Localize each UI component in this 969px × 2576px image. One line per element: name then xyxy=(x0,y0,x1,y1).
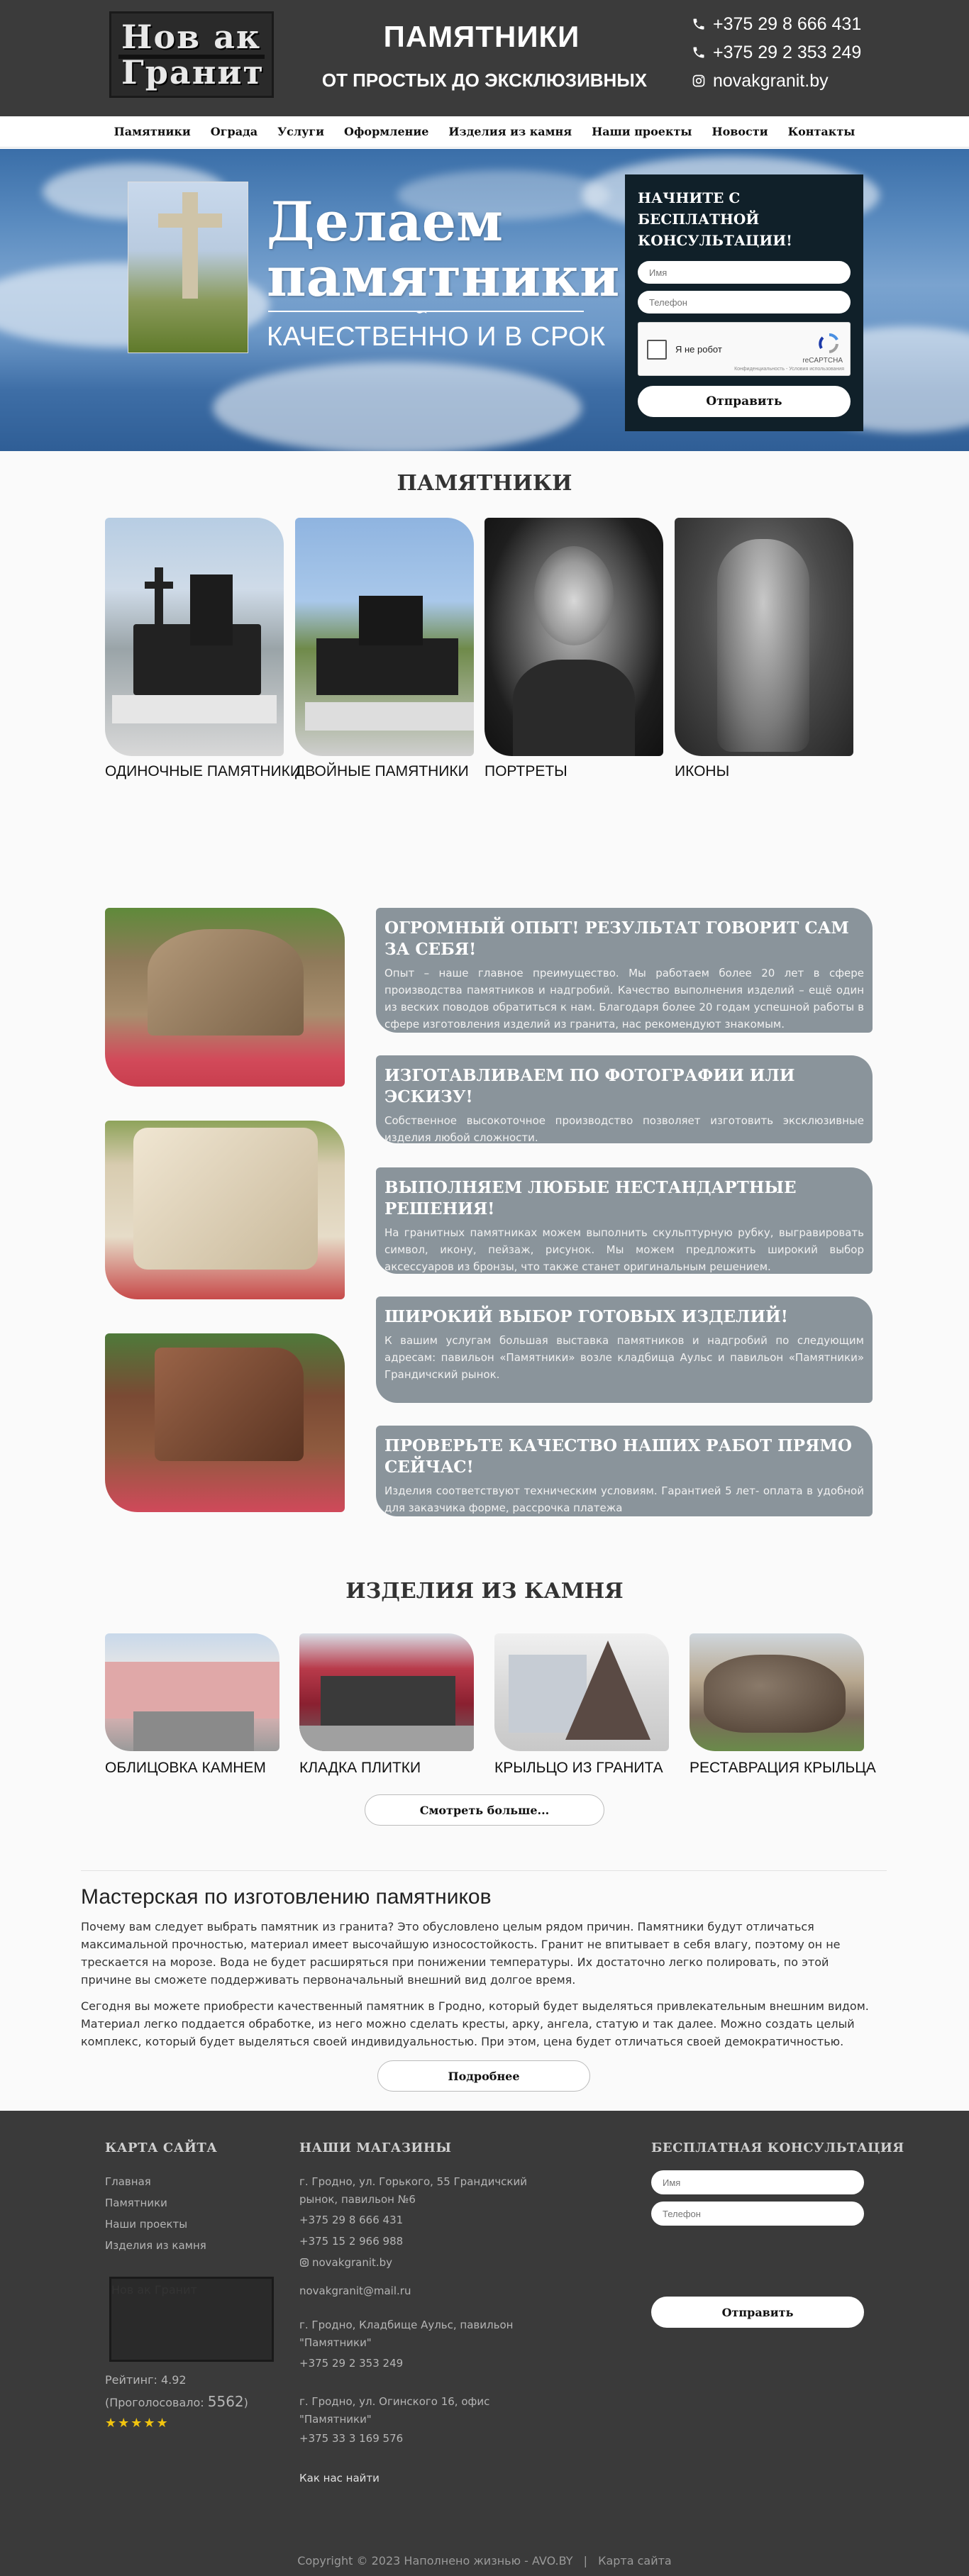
stone-label: ОБЛИЦОВКА КАМНЕМ xyxy=(105,1760,266,1776)
recaptcha-icon xyxy=(817,333,841,354)
hero-subtitle: КАЧЕСТВЕННО И В СРОК xyxy=(267,322,606,352)
footer-name-input[interactable] xyxy=(651,2170,864,2194)
feature-box-4 xyxy=(376,1297,873,1403)
logo-text-bottom: Гранит xyxy=(154,2283,197,2297)
hero-title xyxy=(267,190,620,309)
feature-text: Опыт – наше главное преимущество. Мы работаем более 20 лет в сфере производства памятников и надгробий. Качество выполнения изделий – ещё один из веских поводов обратиться к нам. Благодаря более 20 годам успешной работы в сфере изготовления изделий из гранита, нас рекомендуют знакомым. xyxy=(384,967,864,1031)
shop2-phone[interactable]: +375 29 2 353 249 xyxy=(299,2357,404,2370)
stone-item-restoration[interactable] xyxy=(690,1633,876,1777)
find-us-link[interactable]: Как нас найти xyxy=(299,2472,380,2485)
feature-image-1 xyxy=(105,908,345,1087)
category-double[interactable] xyxy=(295,518,474,780)
footer-instagram-link[interactable] xyxy=(299,2255,392,2270)
copyright xyxy=(0,2554,969,2567)
sitemap-link-home[interactable]: Главная xyxy=(105,2175,151,2188)
icon-image xyxy=(675,518,853,756)
phone-1-text: +375 29 8 666 431 xyxy=(713,14,862,34)
form-title: НАЧНИТЕ С БЕСПЛАТНОЙ КОНСУЛЬТАЦИИ! xyxy=(638,189,792,249)
nav-kontakty[interactable]: Контакты xyxy=(787,125,856,138)
feature-image-2 xyxy=(105,1121,345,1299)
feature-text: На гранитных памятниках можем выполнить скульптурную рубку, выгравировать символ, икону, пейзаж, рисунок. Мы можем предложить широкий выбор аксессуаров из бронзы, что также станет оригинальным решением. xyxy=(384,1226,864,1273)
category-icons[interactable] xyxy=(675,518,853,780)
nav-oformlenie[interactable]: Оформление xyxy=(344,125,429,138)
hero-banner xyxy=(0,149,969,451)
footer-email[interactable]: novakgranit@mail.ru xyxy=(299,2284,411,2297)
site-footer xyxy=(0,2111,969,2576)
instagram-icon xyxy=(299,2258,309,2267)
stone-label: РЕСТАВРАЦИЯ КРЫЛЬЦА xyxy=(690,1760,876,1776)
footer-instagram-text: novakgranit.by xyxy=(312,2256,393,2269)
footer-phone-input[interactable] xyxy=(651,2202,864,2226)
instagram-icon xyxy=(692,74,706,88)
nav-pamyatniki[interactable]: Памятники xyxy=(113,125,191,138)
hero-title-line2: памятники xyxy=(267,245,620,309)
shop1-address: г. Гродно, ул. Горького, 55 Грандичский рынок, павильон №6 xyxy=(299,2175,527,2206)
category-label: ОДИНОЧНЫЕ ПАМЯТНИКИ xyxy=(105,763,301,779)
captcha-brand: reCAPTCHA xyxy=(802,357,843,365)
rating-stars[interactable]: ★★★★★ xyxy=(105,2416,170,2431)
votes-text xyxy=(105,2394,248,2410)
seo-paragraph-1: Почему вам следует выбрать памятник из гранита? Это обусловлено целым рядом причин. Памятники будут отличаться максимальной прочностью, материал имеет высочайшую износостойкость. Гранит не впитывает в себя влагу, поэтому он не трескается на морозе. Вода не будет расширяться при понижении температуры. Их достаточно легко полировать, по этой причине вы сможете поддерживать первоначальный внешний вид долгое время. xyxy=(81,1920,841,1987)
phone-2-text: +375 29 2 353 249 xyxy=(713,43,862,62)
logo-text-top: Нов ак xyxy=(121,18,262,56)
feature-text: К вашим услугам большая выставка памятников и надгробий по следующим адресам: павильон «Памятники» возле кладбища Аульс и павильон «Памятники» Грандичский рынок. xyxy=(384,1334,864,1381)
rating-text: Рейтинг: 4.92 xyxy=(105,2373,187,2387)
sitemap-heading: КАРТА САЙТА xyxy=(105,2141,218,2155)
hero-title-line1: Делаем xyxy=(267,190,504,253)
votes-count: 5562 xyxy=(207,2393,244,2410)
main-nav xyxy=(0,116,969,148)
stone-heading: ИЗДЕЛИЯ ИЗ КАМНЯ xyxy=(345,1579,624,1604)
single-monument-image xyxy=(105,518,284,756)
category-single[interactable] xyxy=(105,518,301,780)
shops-heading: НАШИ МАГАЗИНЫ xyxy=(299,2141,452,2155)
stone-label: КЛАДКА ПЛИТКИ xyxy=(299,1760,421,1776)
copyright-text: Copyright © 2023 Наполнено жизнью - AVO.BY xyxy=(297,2554,573,2567)
instagram-link[interactable] xyxy=(692,67,861,95)
porch-image xyxy=(494,1633,669,1751)
category-label: ИКОНЫ xyxy=(675,763,730,779)
nav-ograda[interactable]: Ограда xyxy=(210,125,258,138)
header-title: ПАМЯТНИКИ xyxy=(383,20,580,53)
logo-text-bottom: Гранит xyxy=(121,53,265,91)
site-header xyxy=(0,0,969,116)
sitemap-link-monuments[interactable]: Памятники xyxy=(105,2197,167,2209)
header-subtitle: ОТ ПРОСТЫХ ДО ЭКСКЛЮЗИВНЫХ xyxy=(321,70,648,91)
category-label: ДВОЙНЫЕ ПАМЯТНИКИ xyxy=(295,763,469,779)
feature-text: Изделия соответствуют техническим условиям. Гарантией 5 лет- оплата в удобной для заказчика форме, рассрочка платежа xyxy=(384,1484,864,1514)
phone-1[interactable] xyxy=(692,10,861,38)
hero-cross-image xyxy=(128,182,248,353)
stone-item-porch[interactable] xyxy=(494,1633,669,1777)
stone-item-cladding[interactable] xyxy=(105,1633,279,1777)
copyright-sitemap-link[interactable]: Карта сайта xyxy=(598,2554,672,2567)
shop3-phone[interactable]: +375 33 3 169 576 xyxy=(299,2432,404,2445)
submit-button[interactable]: Отправить xyxy=(638,386,851,417)
votes-label: (Проголосовало: xyxy=(105,2396,208,2409)
portrait-image xyxy=(484,518,663,756)
captcha-links[interactable]: Конфиденциальность - Условия использования xyxy=(734,367,844,372)
cladding-image xyxy=(105,1633,279,1751)
logo-text-top: Нов ак xyxy=(111,2283,151,2297)
nav-izdeliya[interactable]: Изделия из камня xyxy=(448,125,572,138)
sitemap-link-stone[interactable]: Изделия из камня xyxy=(105,2239,206,2252)
shop1-phone2[interactable]: +375 15 2 966 988 xyxy=(299,2235,404,2248)
feature-title: ИЗГОТАВЛИВАЕМ ПО ФОТОГРАФИИ ИЛИ ЭСКИЗУ! xyxy=(384,1066,795,1106)
feature-box-3 xyxy=(376,1167,873,1274)
captcha-label: Я не робот xyxy=(675,344,722,355)
feature-title: ОГРОМНЫЙ ОПЫТ! РЕЗУЛЬТАТ ГОВОРИТ САМ ЗА СЕБЯ! xyxy=(384,918,849,959)
shop3-address: г. Гродно, ул. Огинского 16, офис "Памятники" xyxy=(299,2395,490,2426)
footer-logo[interactable] xyxy=(109,2277,274,2362)
footer-submit-button[interactable]: Отправить xyxy=(651,2297,864,2328)
feature-image-3 xyxy=(105,1333,345,1512)
feature-box-1 xyxy=(376,908,873,1033)
header-contacts xyxy=(692,10,861,95)
shop1-phone1[interactable]: +375 29 8 666 431 xyxy=(299,2214,404,2226)
restoration-image xyxy=(690,1633,864,1751)
stone-label: КРЫЛЬЦО ИЗ ГРАНИТА xyxy=(494,1760,663,1776)
nav-uslugi[interactable]: Услуги xyxy=(277,125,325,138)
monuments-heading: ПАМЯТНИКИ xyxy=(397,471,572,496)
ornament-icon: ∽ xyxy=(415,304,428,321)
captcha-checkbox[interactable] xyxy=(647,340,667,360)
tiles-image xyxy=(299,1633,474,1751)
feature-title: ШИРОКИЙ ВЫБОР ГОТОВЫХ ИЗДЕЛИЙ! xyxy=(384,1307,788,1326)
shop2-address: г. Гродно, Кладбище Аульс, павильон "Памятники" xyxy=(299,2319,514,2349)
nav-novosti[interactable]: Новости xyxy=(711,125,768,138)
category-portraits[interactable] xyxy=(484,518,663,780)
copyright-separator: | xyxy=(583,2554,587,2567)
stone-item-tiles[interactable] xyxy=(299,1633,474,1777)
read-more-button[interactable]: Подробнее xyxy=(377,2060,590,2092)
phone-icon xyxy=(692,45,706,60)
nav-proekty[interactable]: Наши проекты xyxy=(592,125,692,138)
recaptcha[interactable] xyxy=(638,322,851,376)
double-monument-image xyxy=(295,518,474,756)
feature-text: Собственное высокоточное производство позволяет изготовить эксклюзивные изделия любой сложности. xyxy=(384,1114,864,1144)
seo-paragraph-2: Сегодня вы можете приобрести качественный памятник в Гродно, который будет выделяться привлекательным внешним видом. Материал легко поддается обработке, из него можно сделать кресты, арку, ангела, статую и так далее. Можно создать целый комплекс, который будет выделяться своей индивидуальностью. При этом, цена будет отличаться своей демократичностью. xyxy=(81,1999,869,2048)
phone-input[interactable] xyxy=(638,291,851,313)
feature-box-5 xyxy=(376,1426,873,1516)
feature-title: ВЫПОЛНЯЕМ ЛЮБЫЕ НЕСТАНДАРТНЫЕ РЕШЕНИЯ! xyxy=(384,1178,797,1218)
phone-2[interactable] xyxy=(692,38,861,67)
feature-box-2 xyxy=(376,1055,873,1143)
show-more-button[interactable]: Смотреть больше... xyxy=(365,1794,604,1826)
seo-heading: Мастерская по изготовлению памятников xyxy=(81,1885,492,1909)
consultation-form xyxy=(625,174,863,431)
instagram-text: novakgranit.by xyxy=(713,71,829,91)
category-label: ПОРТРЕТЫ xyxy=(484,763,567,779)
sitemap-link-projects[interactable]: Наши проекты xyxy=(105,2218,188,2231)
name-input[interactable] xyxy=(638,261,851,284)
votes-close: ) xyxy=(243,2396,248,2409)
feature-title: ПРОВЕРЬТЕ КАЧЕСТВО НАШИХ РАБОТ ПРЯМО СЕЙЧАС! xyxy=(384,1436,852,1477)
section-divider xyxy=(81,1870,887,1871)
consult-heading: БЕСПЛАТНАЯ КОНСУЛЬТАЦИЯ xyxy=(651,2141,904,2155)
phone-icon xyxy=(692,17,706,31)
